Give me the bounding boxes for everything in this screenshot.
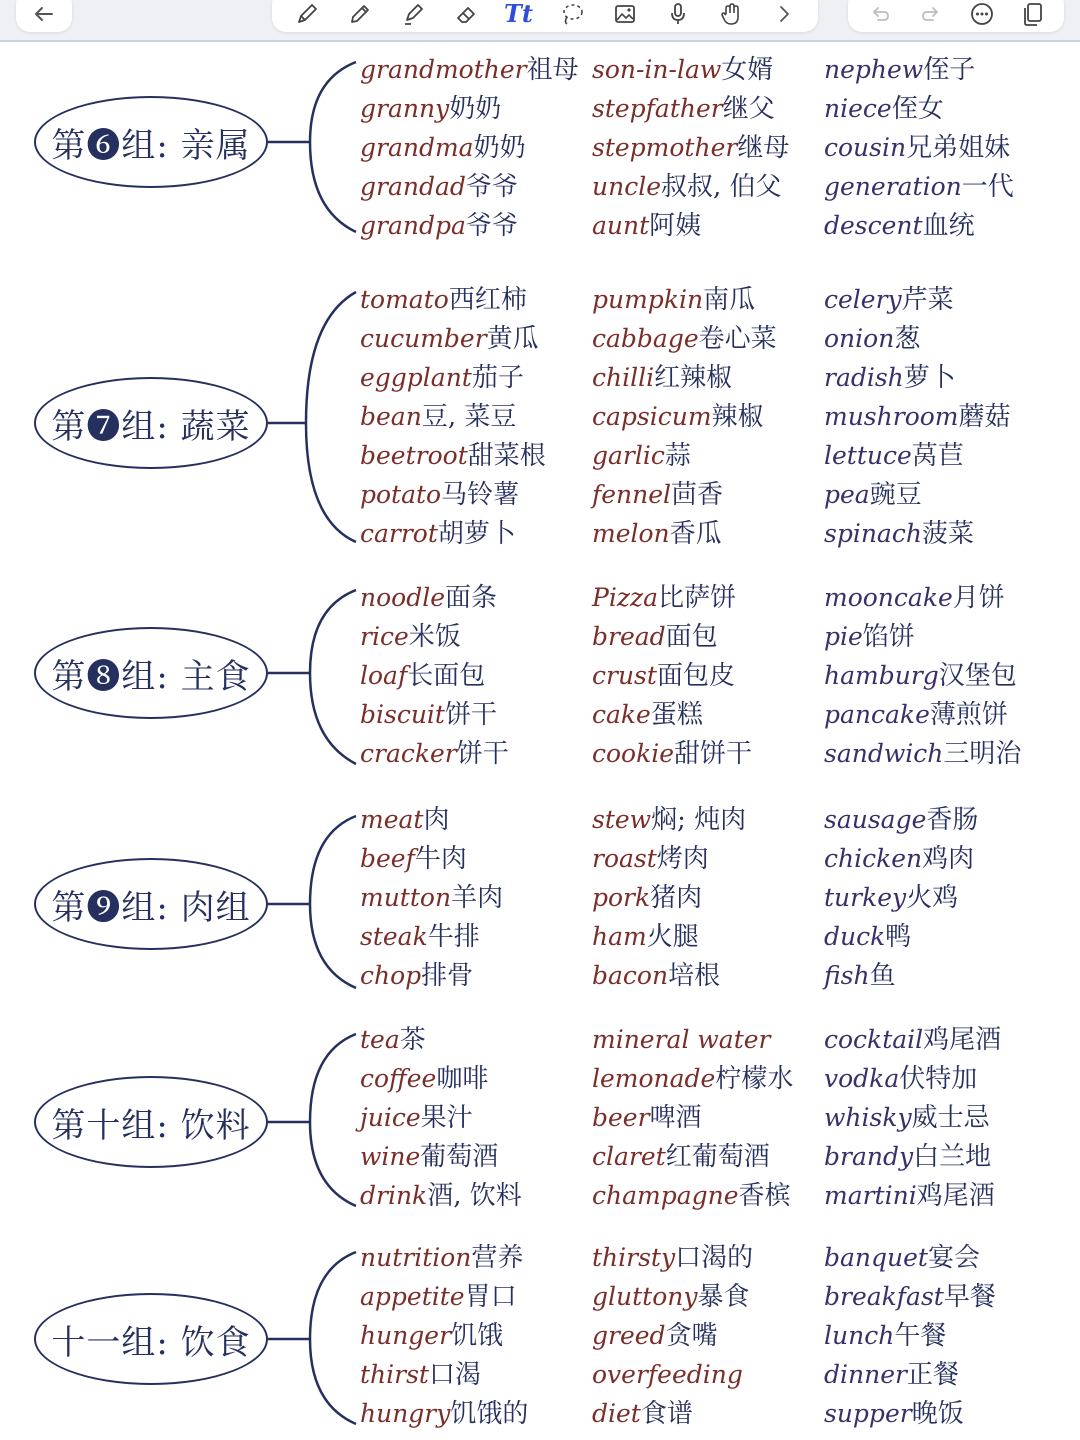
vocab-entry: generation一代: [824, 172, 1014, 202]
vocab-entry: aunt阿姨: [592, 211, 702, 241]
top-toolbar: [0, 0, 1080, 42]
vocab-group: [0, 578, 1080, 778]
microphone-icon[interactable]: [658, 0, 698, 30]
vocab-entry: beef牛肉: [360, 844, 467, 874]
vocab-entry: cocktail鸡尾酒: [824, 1025, 1002, 1055]
vocab-entry: capsicum辣椒: [592, 402, 764, 432]
word-column: [592, 50, 824, 245]
word-column: [360, 1238, 590, 1433]
vocab-entry: radish萝卜: [824, 363, 956, 393]
vocab-group: [0, 50, 1080, 250]
vocab-entry: carrot胡萝卜: [360, 519, 516, 549]
vocab-entry: crust面包皮: [592, 661, 735, 691]
vocab-entry: beer啤酒: [592, 1103, 702, 1133]
vocab-entry: champagne香槟: [592, 1181, 791, 1211]
vocab-entry: coffee咖啡: [360, 1064, 489, 1094]
word-column: [360, 280, 590, 553]
vocab-entry: vodka伏特加: [824, 1064, 978, 1094]
vocab-entry: breakfast早餐: [824, 1282, 996, 1312]
vocab-entry: turkey火鸡: [824, 883, 959, 913]
word-column: [592, 280, 824, 553]
word-column: [824, 1238, 1076, 1433]
group-title: 第❻组: 亲属: [34, 96, 268, 188]
vocab-entry: beetroot甜菜根: [360, 441, 546, 471]
vocab-entry: stepfather继父: [592, 94, 775, 124]
chevron-right-icon[interactable]: [764, 0, 804, 30]
vocab-entry: greed贪嘴: [592, 1321, 718, 1351]
vocab-entry: steak牛排: [360, 922, 480, 952]
back-button-container: [16, 0, 72, 32]
word-column: [824, 800, 1076, 995]
vocab-group: [0, 800, 1080, 1000]
vocab-entry: fennel茴香: [592, 480, 724, 510]
back-arrow-icon[interactable]: [24, 0, 64, 30]
note-canvas[interactable]: [0, 42, 1080, 1440]
vocab-entry: noodle面条: [360, 583, 498, 613]
group-title: 第❼组: 蔬菜: [34, 377, 268, 469]
vocab-entry: grandma奶奶: [360, 133, 526, 163]
vocab-entry: fish鱼: [824, 961, 896, 991]
vocab-entry: cabbage卷心菜: [592, 324, 777, 354]
vocab-entry: whisky威士忌: [824, 1103, 990, 1133]
image-icon[interactable]: [605, 0, 645, 30]
vocab-entry: sandwich三明治: [824, 739, 1022, 769]
vocab-entry: descent血统: [824, 211, 975, 241]
vocab-entry: gluttony暴食: [592, 1282, 750, 1312]
vocab-entry: garlic蒜: [592, 441, 691, 471]
vocab-entry: spinach菠菜: [824, 519, 974, 549]
vocab-group: [0, 280, 1080, 556]
vocab-entry: claret红葡萄酒: [592, 1142, 770, 1172]
vocab-entry: niece侄女: [824, 94, 944, 124]
vocab-entry: cake蛋糕: [592, 700, 703, 730]
undo-icon[interactable]: [860, 0, 900, 30]
vocab-entry: tea茶: [360, 1025, 426, 1055]
vocab-entry: granny奶奶: [360, 94, 502, 124]
word-column: [360, 1020, 590, 1215]
vocab-entry: celery芹菜: [824, 285, 954, 315]
vocab-entry: bean豆, 菜豆: [360, 402, 517, 432]
vocab-entry: stew焖; 炖肉: [592, 805, 747, 835]
vocab-entry: biscuit饼干: [360, 700, 497, 730]
vocab-entry: pork猪肉: [592, 883, 703, 913]
vocab-entry: grandpa爷爷: [360, 211, 518, 241]
vocab-entry: cookie甜饼干: [592, 739, 753, 769]
vocab-entry: chicken鸡肉: [824, 844, 975, 874]
vocab-entry: cucumber黄瓜: [360, 324, 539, 354]
vocab-entry: lemonade柠檬水: [592, 1064, 794, 1094]
vocab-entry: brandy白兰地: [824, 1142, 992, 1172]
vocab-entry: supper晚饭: [824, 1399, 964, 1429]
group-title: 第❽组: 主食: [34, 627, 268, 719]
group-title: 第❾组: 肉组: [34, 858, 268, 950]
eraser-icon[interactable]: [446, 0, 486, 30]
vocab-entry: grandad爷爷: [360, 172, 518, 202]
vocab-entry: onion葱: [824, 324, 921, 354]
vocab-entry: thirsty口渴的: [592, 1243, 754, 1273]
vocab-entry: sausage香肠: [824, 805, 979, 835]
vocab-entry: diet食谱: [592, 1399, 693, 1429]
vocab-entry: ham火腿: [592, 922, 699, 952]
word-column: [592, 1020, 824, 1215]
vocab-entry: hunger饥饿: [360, 1321, 504, 1351]
vocab-entry: melon香瓜: [592, 519, 722, 549]
word-column: [824, 50, 1076, 245]
vocab-entry: bacon培根: [592, 961, 721, 991]
vocab-entry: roast烤肉: [592, 844, 709, 874]
vocab-entry: juice果汁: [360, 1103, 473, 1133]
text-tool-icon[interactable]: [499, 0, 539, 30]
vocab-entry: hungry饥饿的: [360, 1399, 529, 1429]
vocab-entry: potato马铃薯: [360, 480, 520, 510]
vocab-entry: martini鸡尾酒: [824, 1181, 995, 1211]
vocab-entry: nutrition营养: [360, 1243, 524, 1273]
vocab-entry: Pizza比萨饼: [592, 583, 737, 613]
group-title: 十一组: 饮食: [34, 1293, 268, 1385]
word-column: [824, 280, 1076, 553]
vocab-entry: bread面包: [592, 622, 718, 652]
vocab-entry: chop排骨: [360, 961, 474, 991]
vocab-entry: meat肉: [360, 805, 450, 835]
word-column: [592, 1238, 824, 1433]
vocab-entry: mushroom蘑菇: [824, 402, 1011, 432]
hand-icon[interactable]: [711, 0, 751, 30]
word-column: [360, 800, 590, 995]
drawing-tools: [272, 0, 818, 32]
word-column: [592, 800, 824, 995]
text-tool-label: Tt: [504, 0, 533, 28]
document-actions: [848, 0, 1064, 32]
vocab-entry: lunch午餐: [824, 1321, 947, 1351]
redo-icon[interactable]: [911, 0, 951, 30]
word-column: [824, 1020, 1076, 1215]
more-icon[interactable]: [962, 0, 1002, 30]
word-column: [824, 578, 1076, 773]
highlighter-icon[interactable]: [393, 0, 433, 30]
vocab-entry: lettuce莴苣: [824, 441, 964, 471]
vocab-entry: drink酒, 饮料: [360, 1181, 522, 1211]
vocab-entry: cracker饼干: [360, 739, 509, 769]
vocab-entry: eggplant茄子: [360, 363, 524, 393]
vocab-entry: appetite胃口: [360, 1282, 517, 1312]
vocab-entry: hamburg汉堡包: [824, 661, 1017, 691]
vocab-entry: cousin兄弟姐妹: [824, 133, 1011, 163]
vocab-entry: son-in-law女婿: [592, 55, 774, 85]
pencil-icon[interactable]: [340, 0, 380, 30]
group-title: 第十组: 饮料: [34, 1076, 268, 1168]
vocab-entry: thirst口渴: [360, 1360, 481, 1390]
vocab-entry: mooncake月饼: [824, 583, 1005, 613]
vocab-entry: mutton羊肉: [360, 883, 504, 913]
vocab-entry: pumpkin南瓜: [592, 285, 756, 315]
vocab-entry: dinner正餐: [824, 1360, 959, 1390]
lasso-icon[interactable]: [552, 0, 592, 30]
vocab-entry: banquet宴会: [824, 1243, 980, 1273]
vocab-entry: uncle叔叔, 伯父: [592, 172, 782, 202]
vocab-entry: pancake薄煎饼: [824, 700, 1008, 730]
vocab-entry: loaf长面包: [360, 661, 486, 691]
vocab-entry: nephew侄子: [824, 55, 976, 85]
word-column: [592, 578, 824, 773]
word-column: [360, 50, 590, 245]
vocab-entry: stepmother继母: [592, 133, 790, 163]
vocab-entry: grandmother祖母: [360, 55, 579, 85]
pen-icon[interactable]: [287, 0, 327, 30]
vocab-entry: chilli红辣椒: [592, 363, 733, 393]
vocab-entry: tomato西红柿: [360, 285, 527, 315]
vocab-entry: pea豌豆: [824, 480, 922, 510]
pages-icon[interactable]: [1013, 0, 1053, 30]
vocab-entry: wine葡萄酒: [360, 1142, 499, 1172]
vocab-entry: overfeeding: [592, 1360, 743, 1389]
vocab-entry: duck鸭: [824, 922, 912, 952]
vocab-group: [0, 1238, 1080, 1438]
vocab-entry: pie馅饼: [824, 622, 915, 652]
word-column: [360, 578, 590, 773]
vocab-group: [0, 1020, 1080, 1220]
vocab-entry: rice米饭: [360, 622, 461, 652]
vocab-entry: mineral water: [592, 1025, 771, 1054]
